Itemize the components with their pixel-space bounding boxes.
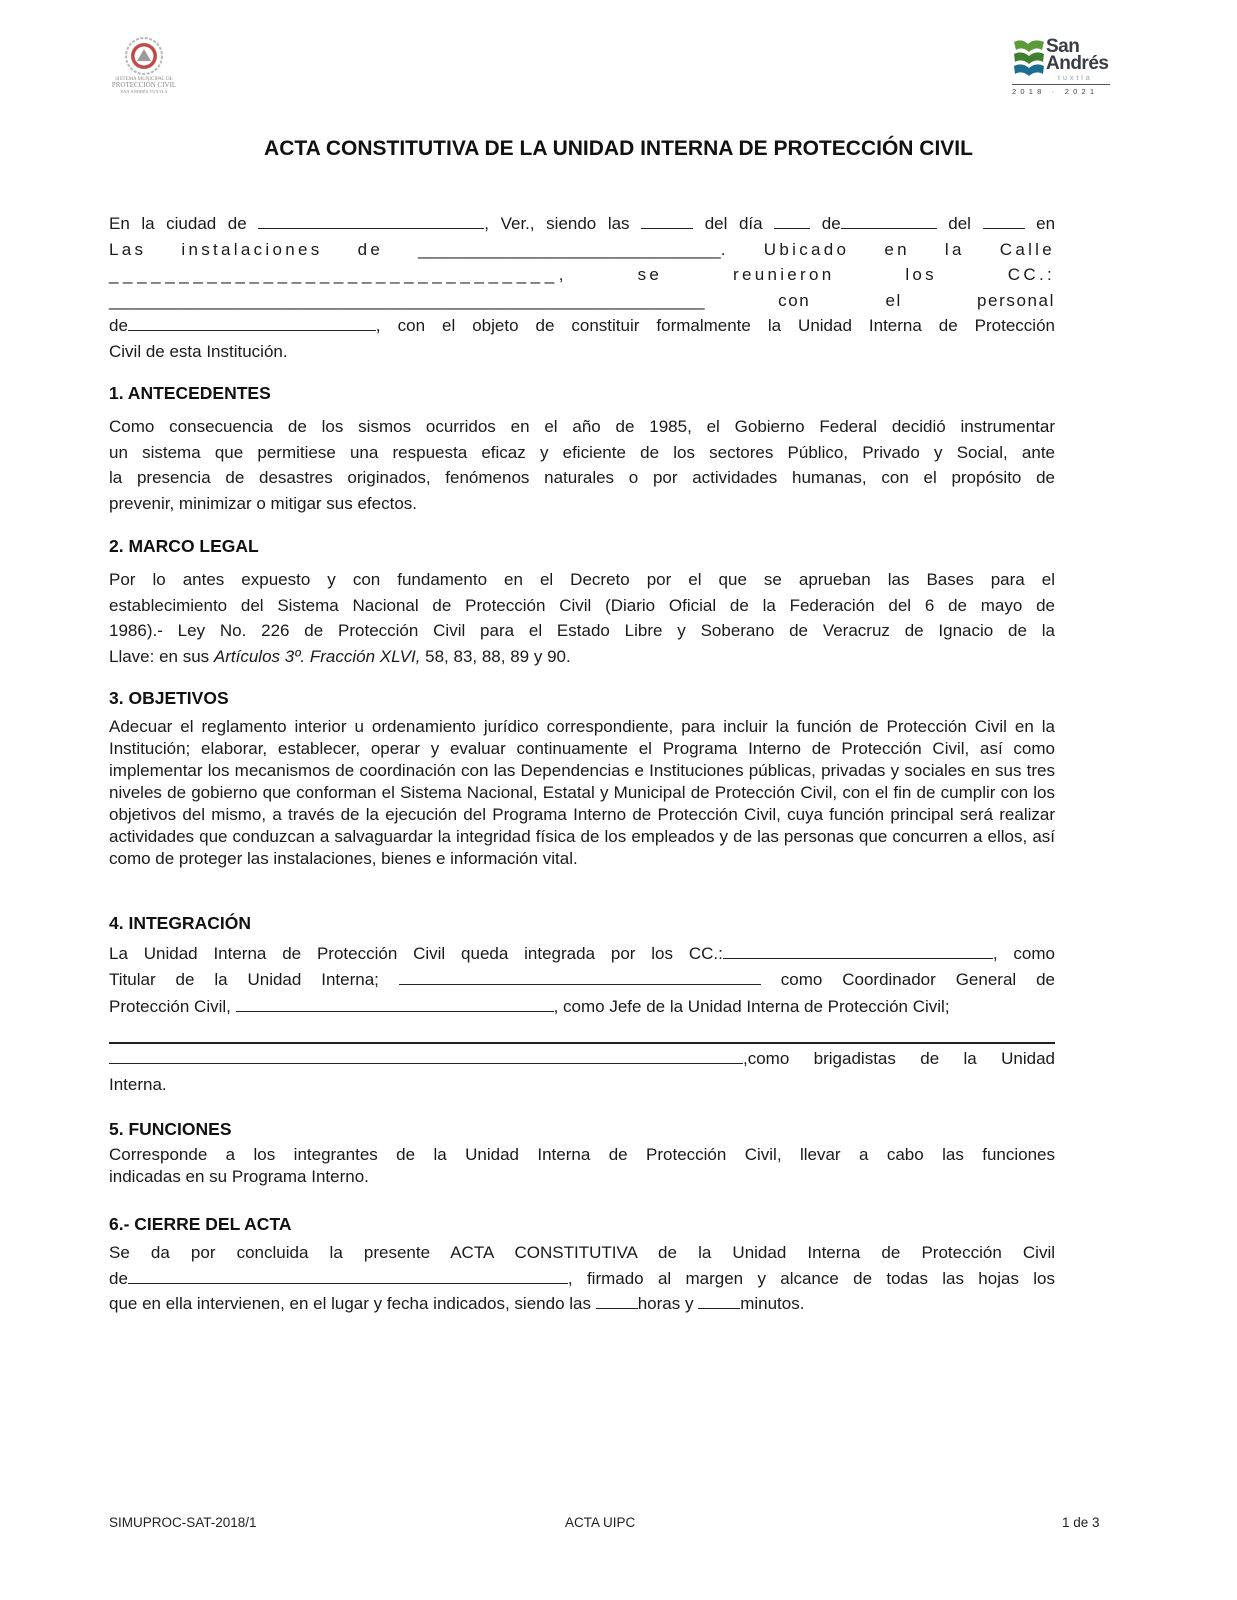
s6-line-3: que en ella intervienen, en el lugar y fecha indicados, siendo las horas y minutos.: [109, 1291, 1055, 1317]
blank-month[interactable]: [841, 211, 937, 229]
san-andres-emblem-icon: [1012, 38, 1046, 82]
section-2-body: [109, 567, 1055, 669]
blank-jefe[interactable]: [236, 994, 554, 1012]
intro-line-2: Las instalaciones de ________________________________. Ubicado en la Calle: [109, 239, 1056, 259]
san-andres-logo: [1012, 36, 1112, 102]
blank-personal[interactable]: [128, 313, 376, 331]
section-5-body: [109, 1144, 1055, 1188]
s6-line-2: de , firmado al margen y alcance de todas las hojas los: [109, 1266, 1055, 1292]
footer-page-number: 1 de 3: [1062, 1515, 1100, 1530]
blank-year[interactable]: [983, 211, 1025, 229]
section-2-heading: 2. MARCO LEGAL: [109, 536, 259, 556]
intro-line-4: _______________________________________________________________ con el personal: [109, 290, 1055, 310]
intro-line-1: En la ciudad de , Ver., siendo las del día de del en: [109, 211, 1055, 237]
logo-right-line2: Andrés: [1046, 53, 1109, 74]
intro-line-6: Civil de esta Institución.: [109, 341, 288, 361]
section-6-heading: 6.- CIERRE DEL ACTA: [109, 1214, 292, 1234]
section-4-heading: 4. INTEGRACIÓN: [109, 913, 251, 933]
intro-paragraph: [109, 211, 1055, 364]
blank-titular[interactable]: [723, 941, 993, 959]
logo-right-sub: tuxtla: [1058, 75, 1093, 82]
s1-line: prevenir, minimizar o mitigar sus efectos.: [109, 493, 417, 513]
intro-line-3: ________________________________, se reunieron los CC.:: [109, 265, 1055, 284]
blank-horas[interactable]: [596, 1291, 638, 1309]
document-title: ACTA CONSTITUTIVA DE LA UNIDAD INTERNA DE PROTECCIÓN CIVIL: [264, 137, 973, 160]
blank-city[interactable]: [258, 211, 484, 229]
s4-line-6: Interna.: [109, 1074, 167, 1094]
s1-line: la presencia de desastres originados, fenómenos naturales o por actividades humanas, con el propósito de: [109, 468, 1055, 487]
s6-line-1: Se da por concluida la presente ACTA CONSTITUTIVA de la Unidad Interna de Protección Civil: [109, 1243, 1055, 1262]
section-6-body: [109, 1240, 1055, 1317]
logo-right-years: 2018 · 2021: [1012, 84, 1110, 96]
s2-line: Por lo antes expuesto y con fundamento en el Decreto por el que se aprueban las Bases para el: [109, 570, 1055, 589]
s4-line-3: Protección Civil, , como Jefe de la Unidad Interna de Protección Civil;: [109, 994, 1055, 1020]
s5-line: Corresponde a los integrantes de la Unidad Interna de Protección Civil, llevar a cabo las funciones: [109, 1145, 1055, 1164]
section-3-heading: 3. OBJETIVOS: [109, 688, 229, 708]
blank-brigadistas-line-1[interactable]: [109, 1042, 1055, 1044]
footer-code: SIMUPROC-SAT-2018/1: [109, 1515, 257, 1530]
s2-line-last: Llave: en sus Artículos 3º. Fracción XLVI, 58, 83, 88, 89 y 90.: [109, 646, 571, 666]
section-3-body: Adecuar el reglamento interior u ordenamiento jurídico correspondiente, para incluir la función de Protección Civil en la Institución; elaborar, establecer, operar y evaluar continuamente el Programa Interno de Protección Civil, así como implementar los mecanismos de coordinación con las Dependencias e Instituciones públicas, privadas y sociales en sus tres niveles de gobierno que conforman el Sistema Nacional, Estatal y Municipal de Protección Civil, con el fin de cumplir con los objetivos del mismo, a través de la ejecución del Programa Interno de Protección Civil, cuya función principal será realizar actividades que conduzcan a salvaguardar la integridad física de los empleados y de las personas que concurren a ellos, así como de proteger las instalaciones, bienes e información vital.: [109, 717, 1055, 868]
logo-right-wordmark: [1046, 38, 1108, 72]
s1-line: Como consecuencia de los sismos ocurridos en el año de 1985, el Gobierno Federal decidió instrumentar: [109, 417, 1055, 436]
logo-left-line1: SISTEMA MUNICIPAL DE: [115, 77, 173, 82]
s2-line: 1986).- Ley No. 226 de Protección Civil para el Estado Libre y Soberano de Veracruz de Ignacio de la: [109, 621, 1055, 640]
section-1-body: [109, 414, 1055, 516]
s1-line: un sistema que permitiese una respuesta eficaz y eficiente de los sectores Público, Privado y Social, ante: [109, 442, 1055, 462]
intro-line-5: de , con el objeto de constituir formalmente la Unidad Interna de Protección: [109, 313, 1055, 339]
logo-right-line1: San: [1046, 36, 1080, 57]
section-4-body: [109, 941, 1055, 1020]
blank-day[interactable]: [774, 211, 810, 229]
s4-line-1: La Unidad Interna de Protección Civil queda integrada por los CC.: , como: [109, 941, 1055, 967]
blank-hour[interactable]: [641, 211, 693, 229]
section-1-heading: 1. ANTECEDENTES: [109, 383, 271, 403]
footer-title: ACTA UIPC: [565, 1515, 636, 1530]
section-5-heading: 5. FUNCIONES: [109, 1119, 232, 1139]
proteccion-civil-emblem-icon: [124, 36, 164, 76]
section-4-body-cont: [109, 1046, 1055, 1097]
s4-line-5: ,como brigadistas de la Unidad: [109, 1046, 1055, 1072]
logo-left-line2: PROTECCIÓN CIVIL: [111, 81, 177, 90]
blank-coordinador[interactable]: [399, 967, 761, 985]
blank-brigadistas-line-2[interactable]: [109, 1046, 743, 1064]
blank-minutos[interactable]: [698, 1291, 740, 1309]
blank-institucion[interactable]: [128, 1266, 568, 1284]
logo-left-line3: SAN ANDRÉS TUXTLA: [120, 88, 168, 94]
s5-line: indicadas en su Programa Interno.: [109, 1167, 369, 1186]
proteccion-civil-logo: [106, 36, 182, 106]
s2-line: establecimiento del Sistema Nacional de Protección Civil (Diario Oficial de la Federación del 6 de mayo de: [109, 595, 1055, 615]
s4-line-2: Titular de la Unidad Interna; como Coordinador General de: [109, 967, 1055, 993]
